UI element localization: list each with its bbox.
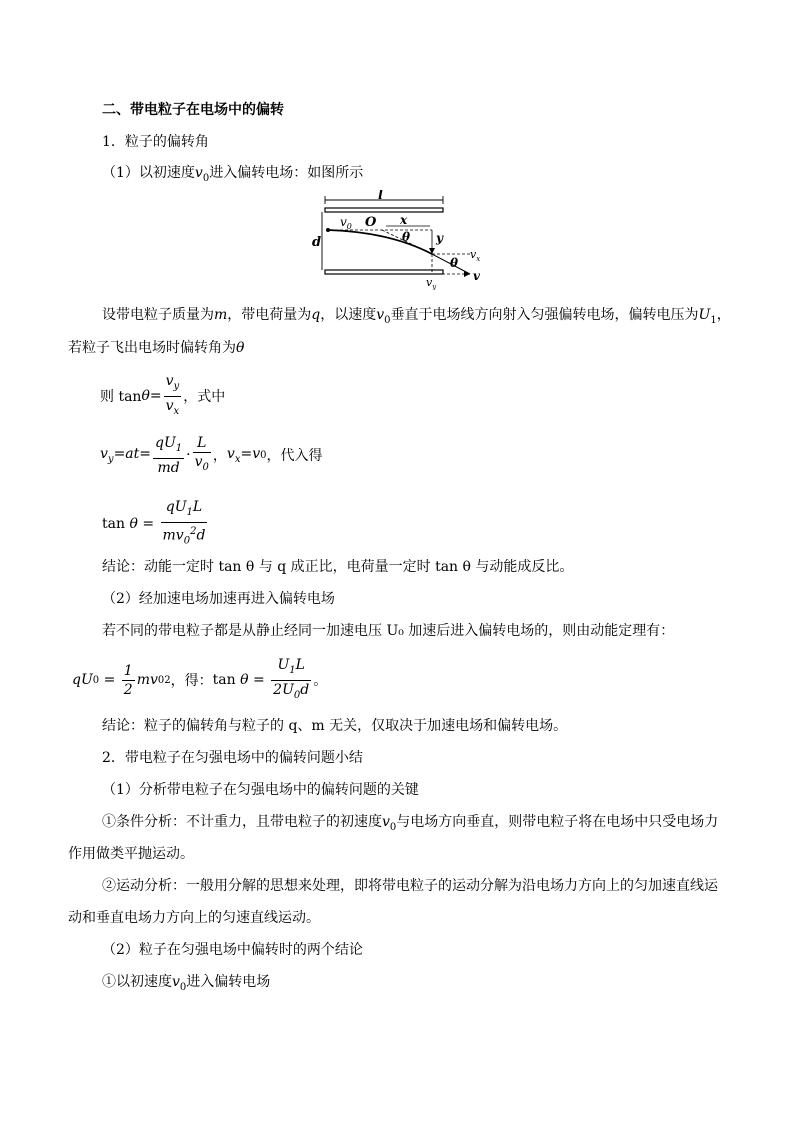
label-theta2: θ (450, 256, 459, 270)
para-acceleration: 若不同的带电粒子都是从静止经同一加速电压 U₀ 加速后进入偏转电场的，则由动能定理有： (102, 623, 675, 639)
para-initial-velocity: ①以初速度$v_0$进入偏转电场 (102, 974, 271, 993)
subsection-title-2: 2．带电粒子在匀强电场中的偏转问题小结 (102, 750, 363, 766)
label-vx: $v_x$ (470, 248, 481, 263)
s1-1-prefix: （1）以初速度 (102, 165, 195, 181)
subsection-2-2: （2）粒子在匀强电场中偏转时的两个结论 (102, 942, 363, 958)
s1-1-suffix: 进入偏转电场：如图所示 (209, 165, 364, 181)
deflection-figure (310, 190, 490, 290)
equation-tan-theta: tan θ = $\frac{qU_1L}{mv_0^2d}$ (102, 499, 206, 547)
subsection-1-1: （1）以初速度$v_0$进入偏转电场：如图所示 (102, 165, 364, 184)
para-condition-1: ①条件分析：不计重力，且带电粒子的初速度$v_0$与电场方向垂直，则带电粒子将在电场中只受电场力 (102, 814, 719, 833)
label-l: l (378, 190, 383, 203)
label-O: O (365, 215, 377, 230)
label-y: y (436, 231, 443, 245)
conclusion-1: 结论：动能一定时 tan θ 与 q 成正比，电荷量一定时 tan θ 与动能成反比。 (102, 559, 574, 575)
label-x: x (400, 213, 408, 227)
para-motion-1: ②运动分析：一般用分解的思想来处理，即将带电粒子的运动分解为沿电场力方向上的匀加速直线运 (102, 878, 718, 894)
subsection-1-2: （2）经加速电场加速再进入偏转电场 (102, 591, 335, 607)
conclusion-2: 结论：粒子的偏转角与粒子的 q、m 无关，仅取决于加速电场和偏转电场。 (102, 718, 568, 734)
para-setup-2: 若粒子飞出电场时偏转角为θ (68, 340, 245, 356)
subsection-title-1: 1．粒子的偏转角 (102, 134, 209, 150)
label-v: v (473, 269, 480, 283)
label-theta1: θ (402, 230, 411, 244)
equation-vy: $v_y=at=$ $\frac{qU_1}{md}$ · $\frac{L}{v_0}$ ， $v_x=v$ 0 ，代入得 (100, 435, 323, 476)
equation-tan-ratio: 则 tan θ = $\frac{v_y}{v_x}$ ，式中 (100, 373, 226, 417)
subsection-2-1: （1）分析带电粒子在匀强电场中的偏转问题的关键 (102, 782, 419, 798)
para-condition-2: 作用做类平抛运动。 (68, 846, 194, 862)
label-vy: $v_y$ (426, 276, 437, 290)
section-title: 二、带电粒子在电场中的偏转 (102, 102, 284, 118)
label-v0: $v_0$ (340, 215, 352, 231)
equation-kinetic-energy: qU 0 = $\frac{1}{2}$ mv 0 2 ，得： tan θ = $\frac{U_1L}{2U_0d}$ 。 (72, 657, 328, 701)
para-setup-1: 设带电粒子质量为m，带电荷量为q，以速度$v_0$垂直于电场线方向射入匀强偏转电场，偏转电压为$U_1$， (102, 307, 731, 326)
para-motion-2: 动和垂直电场力方向上的匀速直线运动。 (68, 910, 320, 926)
label-d: d (312, 235, 322, 250)
